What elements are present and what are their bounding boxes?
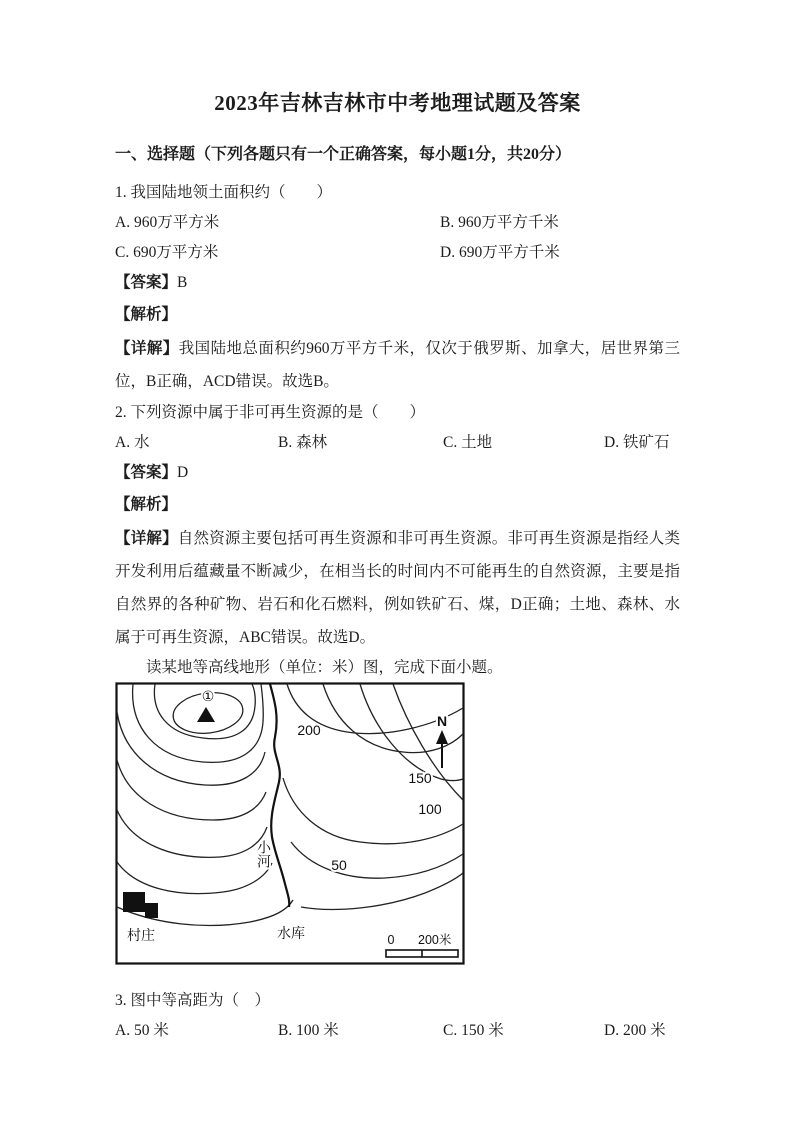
q1-detail-paragraph — [115, 332, 680, 398]
q2-option-a: A. 水 — [115, 434, 150, 451]
map-intro-text: 读某地等高线地形（单位：米）图，完成下面小题。 — [146, 659, 503, 676]
north-label: N — [436, 713, 448, 729]
q2-detail-text: 自然资源主要包括可再生资源和非可再生资源。非可再生资源是指经人类开发利用后蕴藏量不断减少，在相当长的时间内不可能再生的自然资源，主要是指自然界的各种矿物、岩石和化石燃料，例如铁矿石、煤，D正确；土地、森林、水属于可再生资源，ABC错误。故选D。 — [115, 530, 680, 646]
q2-option-d: D. 铁矿石 — [604, 434, 670, 451]
q1-answer-value: B — [177, 274, 188, 291]
q2-analysis-line — [115, 490, 680, 520]
q1-options-row-1 — [115, 208, 680, 238]
q1-option-d: D. 690万平方千米 — [440, 244, 560, 261]
contour-label-100: 100 — [418, 801, 442, 817]
q1-stem: 1. 我国陆地领土面积约（ ） — [115, 184, 333, 201]
contour-label-150: 150 — [408, 770, 432, 786]
q1-options-row-2 — [115, 238, 680, 268]
q3-options-row — [115, 1016, 680, 1046]
q2-answer-label: 【答案】 — [115, 464, 178, 481]
contour-map-svg — [115, 682, 465, 965]
page-title: 2023年吉林吉林市中考地理试题及答案 — [214, 91, 581, 115]
q3-option-a: A. 50 米 — [115, 1022, 169, 1039]
q2-answer-value: D — [177, 464, 189, 481]
q1-answer-line — [115, 268, 680, 298]
scale-distance-label: 200米 — [418, 933, 452, 947]
q1-analysis-line — [115, 300, 680, 330]
q2-analysis-label: 【解析】 — [115, 496, 178, 513]
q3-stem: 3. 图中等高距为（ ） — [115, 992, 271, 1009]
q1-option-a: A. 960万平方米 — [115, 214, 220, 231]
q2-option-c: C. 土地 — [443, 434, 493, 451]
q3-option-c: C. 150 米 — [443, 1022, 504, 1039]
river-label: 小河 — [256, 840, 272, 868]
q2-detail-paragraph — [115, 522, 680, 654]
q3-option-b: B. 100 米 — [278, 1022, 339, 1039]
contour-label-50: 50 — [331, 857, 347, 873]
scale-zero-label: 0 — [387, 933, 395, 947]
village-label: 村庄 — [127, 927, 155, 943]
q1-option-b: B. 960万平方千米 — [440, 214, 559, 231]
q3-option-d: D. 200 米 — [604, 1022, 666, 1039]
q2-option-b: B. 森林 — [278, 434, 328, 451]
q1-option-c: C. 690万平方米 — [115, 244, 219, 261]
section-header: 一、选择题（下列各题只有一个正确答案，每小题1分，共20分） — [115, 146, 572, 163]
q2-detail-label: 【详解】 — [115, 530, 178, 547]
reservoir-label: 水库 — [277, 925, 305, 941]
q2-answer-line — [115, 458, 680, 488]
q1-analysis-label: 【解析】 — [115, 306, 178, 323]
q1-detail-label: 【详解】 — [115, 340, 179, 357]
contour-map-figure — [115, 682, 680, 970]
contour-label-200: 200 — [297, 722, 321, 738]
q2-stem: 2. 下列资源中属于非可再生资源的是（ ） — [115, 404, 426, 421]
peak-number-label: ① — [201, 688, 215, 704]
q2-options-row — [115, 428, 680, 458]
q1-answer-label: 【答案】 — [115, 274, 178, 291]
q1-detail-text: 我国陆地总面积约960万平方千米，仅次于俄罗斯、加拿大，居世界第三位，B正确，ACD错误。故选B。 — [115, 340, 680, 390]
